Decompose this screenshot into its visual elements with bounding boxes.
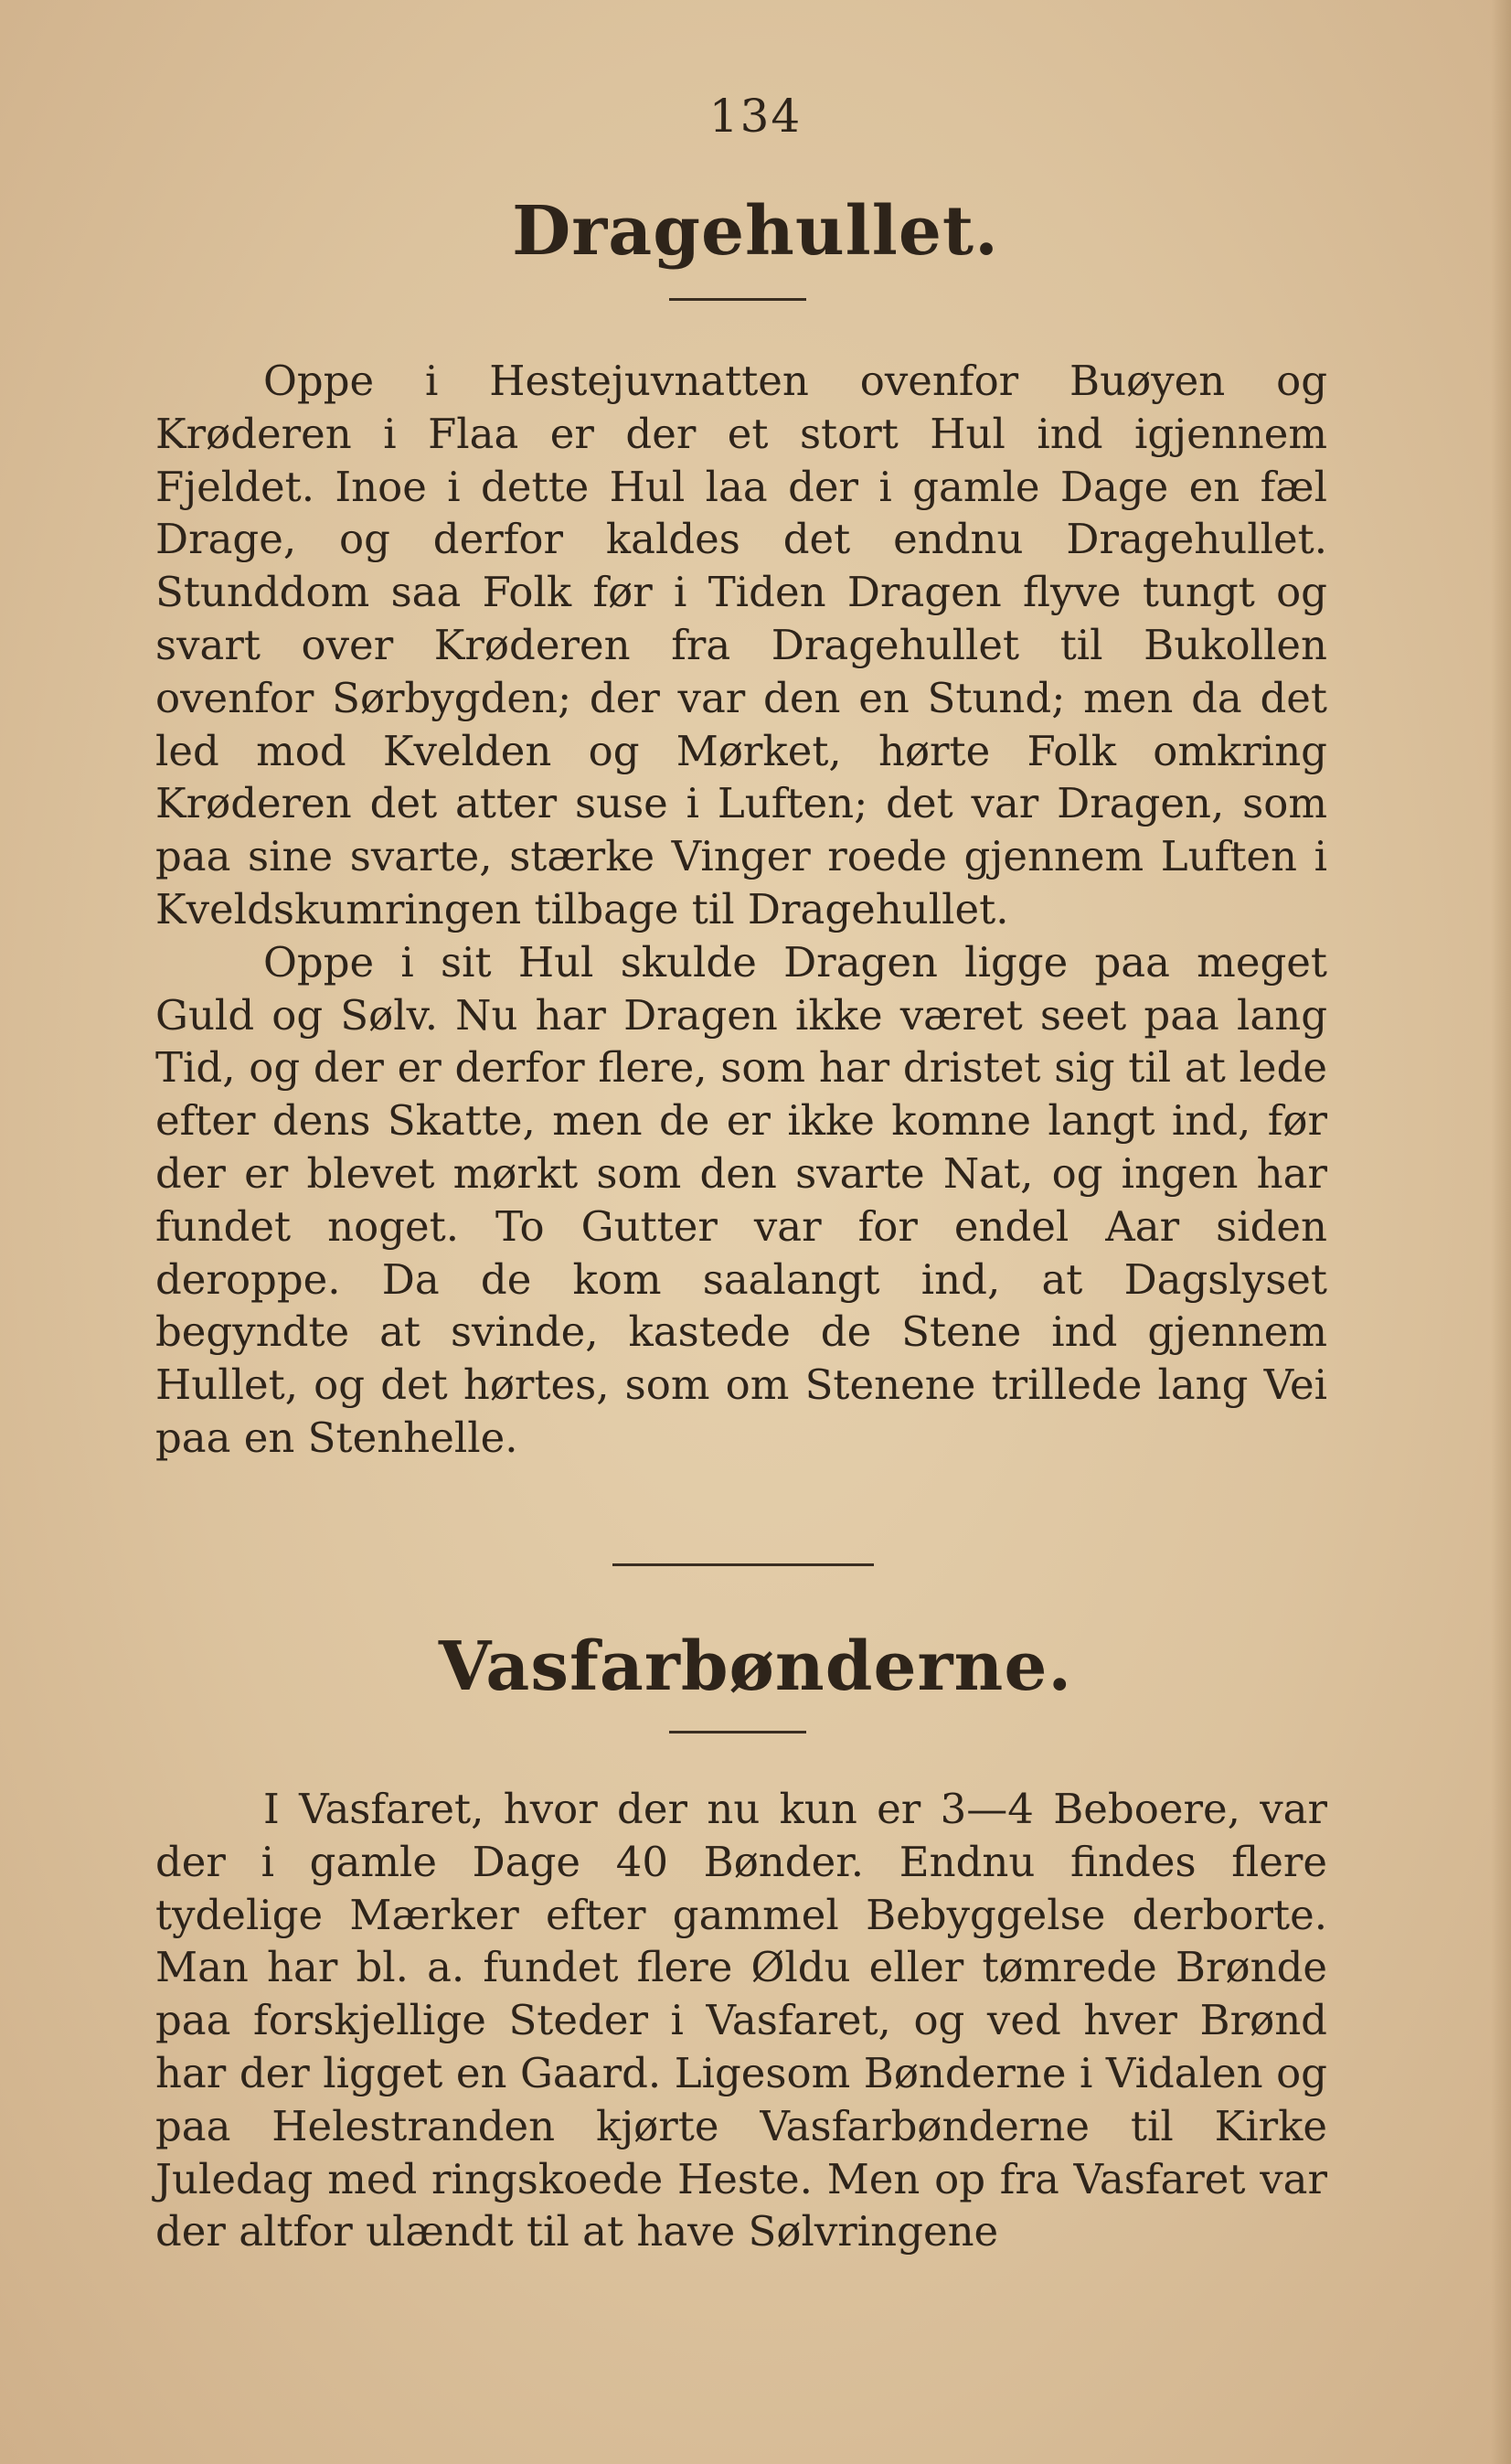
paragraph: Oppe i Hestejuvnatten ovenfor Buøyen og Krøderen i Flaa er der et stort Hul ind igjennem Fjeldet. Inoe i dette Hul laa der i gamle Dage en fæl Drage, og derfor kaldes det endnu Dragehullet. Stunddom saa Folk før i Tiden Dragen flyve tungt og svart over Krøderen fra Dragehullet til Bukollen ovenfor Sørbygden; der var den en Stund; men da det led mod Kvelden og Mørket, hørte Folk omkring Krøderen det atter suse i Luften; det var Dragen, som paa sine svarte, stærke Vinger roede gjennem Luften i Kveldskumringen tilbage til Dragehullet. [155,357,1327,933]
section-title-vasfarbonderne: Vasfarbønderne. [438,1627,1073,1706]
section-title-dragehullet: Dragehullet. [512,192,999,271]
paragraph: I Vasfaret, hvor der nu kun er 3—4 Beboere, var der i gamle Dage 40 Bønder. Endnu findes flere tydelige Mærker efter gammel Bebyggelse derborte. Man har bl. a. fundet flere Øldu eller tømrede Brønde paa forskjellige Steder i Vasfaret, og ved hver Brønd har der ligget en Gaard. Ligesom Bønderne i Vidalen og paa Helestranden kjørte Vasfarbønderne til Kirke Juledag med ringskoede Heste. Men op fra Vasfaret var der altfor ulændt til at have Sølvringene [155,1785,1327,2256]
section-body-vasfarbonderne [155,1783,1327,2258]
page-number: 134 [708,90,803,143]
paragraph: Oppe i sit Hul skulde Dragen ligge paa meget Guld og Sølv. Nu har Dragen ikke været seet paa lang Tid, og der er derfor flere, som har dristet sig til at lede efter dens Skatte, men de er ikke komne langt ind, før der er blevet mørkt som den svarte Nat, og ingen har fundet noget. To Gutter var for endel Aar siden deroppe. Da de kom saalangt ind, at Dagslyset begyndte at svinde, kastede de Stene ind gjennem Hullet, og det hørtes, som om Stenene trillede lang Vei paa en Stenhelle. [155,937,1327,1462]
section-body-dragehullet [155,355,1327,1465]
title-underline [669,1731,806,1733]
title-underline [669,298,806,301]
section-divider [612,1563,874,1566]
